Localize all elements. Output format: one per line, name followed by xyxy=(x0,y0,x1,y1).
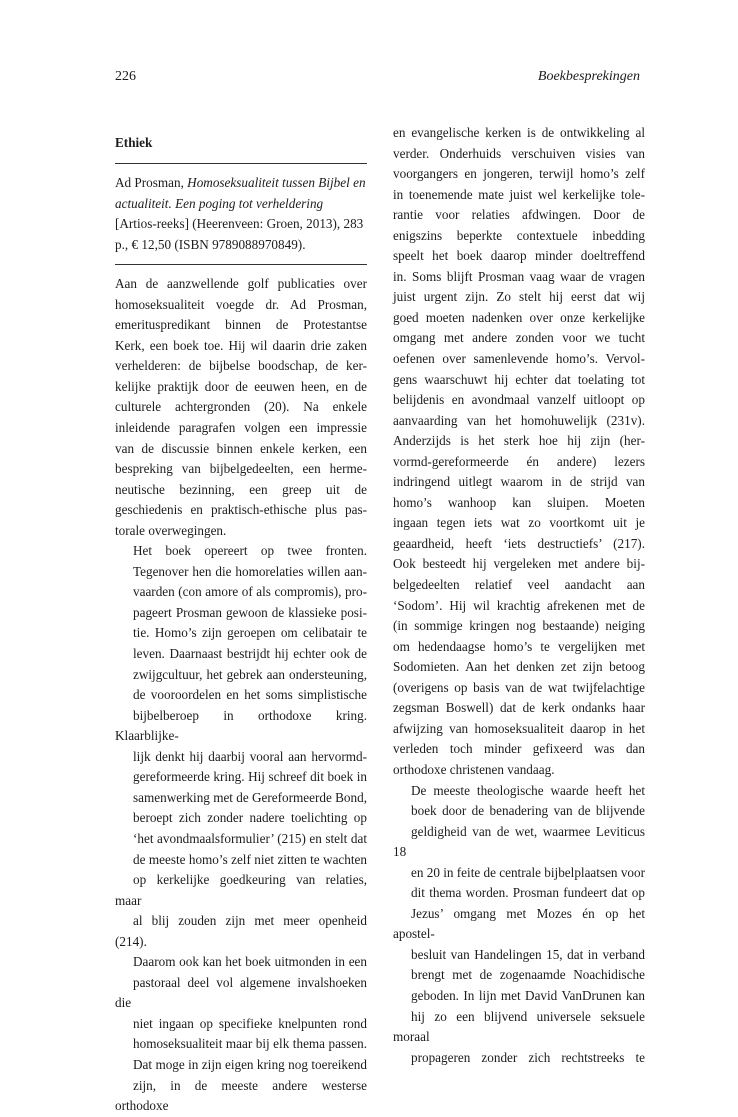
text-line: al blij zouden zijn met meer openheid (214). xyxy=(115,913,367,949)
page-number: 226 xyxy=(115,69,136,84)
left-column xyxy=(115,120,367,1117)
text-line: culturele achtergronden (20). Na enkele xyxy=(115,399,367,415)
text-line: zegsman Boswell) dat de kerk ondanks haar xyxy=(393,700,645,716)
text-line: boek door de benadering van de blijvende xyxy=(411,803,645,819)
text-line: voorgangers en jongeren, terwijl homo’s zelf xyxy=(393,166,645,182)
text-line: Daarom ook kan het boek uitmonden in een xyxy=(133,954,367,970)
text-line: homoseksualiteit voegde dr. Ad Prosman, xyxy=(115,296,367,312)
text-line: om hedendaagse homo’s te vergelijken met xyxy=(393,638,645,654)
text-line: zwijgcultuur, het gebrek aan ondersteuning, xyxy=(133,666,367,682)
text-line: vaarden (con amore of als compromis), pro- xyxy=(133,584,367,600)
text-line: inleidende paragrafen volgen een impressie xyxy=(115,420,367,436)
text-line: Kerk, een boek toe. Hij wil daarin drie zaken xyxy=(115,337,367,353)
text-line: en 20 in feite de centrale bijbelplaatsen voor xyxy=(411,864,645,880)
text-line: aanvaarding van het homohuwelijk (231v). xyxy=(393,412,645,428)
text-line: lijk denkt hij daarbij vooral aan hervormd- xyxy=(133,748,367,764)
text-line: besluit van Handelingen 15, dat in verband xyxy=(411,946,645,962)
text-line: geboden. In lijn met David VanDrunen kan xyxy=(411,987,645,1003)
text-line: gens waarschuwt hij echter dat toelating tot xyxy=(393,371,645,387)
text-line: pastoraal deel vol algemene invalshoeken die xyxy=(115,974,367,1011)
text-line: juist urgent zijn. Zo stelt hij eerst dat wij xyxy=(393,289,645,305)
text-line: belgedeelten relatief veel aandacht aan xyxy=(393,577,645,593)
text-line: geaardheid, heeft ‘iets destructiefs’ (217). xyxy=(393,535,645,551)
text-line: ingaan tegen iets wat zo voortkomt uit je xyxy=(393,515,645,531)
text-line: belijdenis en avondmaal vanzelf uitloopt op xyxy=(393,392,645,408)
text-line: Ook besteedt hij vergeleken met andere bij- xyxy=(393,556,645,572)
text-line: brengt met de zogenaamde Noachidische xyxy=(411,967,645,983)
text-line: enigszins beperkte contextuele inbedding xyxy=(393,227,645,243)
text-line: de vooroordelen en het soms simplistische xyxy=(133,687,367,703)
text-line: Jezus’ omgang met Mozes én op het apostel- xyxy=(393,905,645,942)
review-body-right xyxy=(393,123,645,1068)
text-line: afwijzing van homoseksualiteit daarop in het xyxy=(393,720,645,736)
text-line: verder. Onderhuids verschuiven visies van xyxy=(393,145,645,161)
text-line: verleden toch minder gefixeerd was dan xyxy=(393,741,645,757)
text-line: ‘het avondmaalsformulier’ (215) en stelt dat xyxy=(133,830,367,846)
text-line: homo’s wanhoop kan sluipen. Moeten xyxy=(393,494,645,510)
text-line: en evangelische kerken is de ontwikkeling al xyxy=(393,125,645,140)
text-line: hij zo een blijvend universele seksuele moraal xyxy=(393,1008,645,1045)
text-line: gereformeerde kring. Hij schreef dit boek in xyxy=(133,769,367,785)
text-line: Anderzijds is het sterk hoe hij zijn (her- xyxy=(393,433,645,449)
paragraph xyxy=(115,274,367,541)
book-author: Ad Prosman, xyxy=(115,175,188,190)
text-line: Sodomieten. Aan het denken zet zijn betoog xyxy=(393,659,645,675)
text-line: pageert Prosman gewoon de klassieke posi- xyxy=(133,604,367,620)
text-line: orthodoxe christenen vandaag. xyxy=(393,761,555,777)
text-line: leven. Daarnaast bestrijdt hij echter ook de xyxy=(133,646,367,662)
text-line: bijbelberoep in orthodoxe kring. Klaarblijke- xyxy=(115,707,367,744)
review-body-left xyxy=(115,274,367,1116)
text-line: verhelderen: de bijbelse boodschap, de ker- xyxy=(115,358,367,374)
divider xyxy=(115,264,367,265)
paragraph xyxy=(393,123,645,781)
text-line: zijn, in de meeste andere westerse orthodoxe xyxy=(115,1077,367,1114)
text-line: speelt het boek daarop minder doeltreffend xyxy=(393,248,645,264)
text-line: kelijke praktijk door de eeuwen heen, en de xyxy=(115,378,367,394)
text-line: De meeste theologische waarde heeft het xyxy=(411,782,645,798)
section-heading: Ethiek xyxy=(115,135,153,150)
text-line: homoseksualiteit maar bij elk thema passen. xyxy=(133,1036,367,1052)
text-line: Tegenover hen die homorelaties willen aan- xyxy=(133,563,367,579)
book-title: Homoseksualiteit tussen Bijbel en actualiteit. Een poging tot verheldering xyxy=(115,175,366,211)
text-line: beroept zich zonder nadere toelichting op xyxy=(133,810,367,826)
text-line: neutische bezinning, een greep uit de xyxy=(115,481,367,497)
running-header: Boekbesprekingen xyxy=(537,69,640,84)
text-line: geschiedenis en praktisch-ethische plus pas- xyxy=(115,502,367,518)
text-line: in. Soms blijft Prosman vaag waar de vragen xyxy=(393,268,645,284)
text-line: rantie voor relaties afdwingen. Door de xyxy=(393,207,645,223)
right-column xyxy=(393,123,645,1068)
text-line: vormd-gereformeerde én andere) lezers xyxy=(393,453,645,469)
text-line: geldigheid van de wet, waarmee Leviticus 18 xyxy=(393,823,645,860)
text-line: (overigens op basis van de wat twijfelachtige xyxy=(393,679,645,695)
text-line: (in sommige kringen nog bestaande) neiging xyxy=(393,618,645,634)
text-line: torale overwegingen. xyxy=(115,522,227,538)
text-line: van de discussie binnen enkele kerken, een xyxy=(115,440,367,456)
bibliographic-entry xyxy=(115,164,367,264)
paragraph xyxy=(393,781,645,1069)
text-line: tie. Homo’s zijn geroepen om celibatair te xyxy=(133,625,367,641)
text-line: omgang met andere zonden voor we tucht xyxy=(393,330,645,346)
text-line: samenwerking met de Gereformeerde Bond, xyxy=(133,789,367,805)
text-line: Het boek opereert op twee fronten. xyxy=(133,543,367,559)
bibliographic-text xyxy=(115,173,367,255)
text-line: indringend uitlegt waarom in de strijd van xyxy=(393,474,645,490)
book-details: [Artios-reeks] (Heerenveen: Groen, 2013), 283 p., € 12,50 (ISBN 9789088970849). xyxy=(115,216,364,252)
text-line: propageren zonder zich rechtstreeks te xyxy=(411,1049,645,1065)
text-line: goed moeten nadenken over onze kerkelijke xyxy=(393,309,645,325)
text-line: oefenen over samenlevende homo’s. Vervol- xyxy=(393,351,645,367)
text-line: op kerkelijke goedkeuring van relaties, maar xyxy=(115,872,367,908)
text-line: dit thema worden. Prosman fundeert dat op xyxy=(411,885,645,901)
text-line: emerituspredikant binnen de Protestantse xyxy=(115,317,367,333)
text-line: niet ingaan op specifieke knelpunten rond xyxy=(133,1015,367,1031)
text-line: in toenemende mate juist wel kerkelijke tole- xyxy=(393,186,645,202)
text-line: Dat moge in zijn eigen kring nog toereikend xyxy=(133,1056,367,1072)
paragraph xyxy=(115,541,367,1116)
text-line: Aan de aanzwellende golf publicaties over xyxy=(115,276,367,292)
text-line: de meeste homo’s zelf niet zitten te wachten xyxy=(133,851,367,867)
text-line: ‘Sodom’. Hij wil krachtig afrekenen met de xyxy=(393,597,645,613)
text-line: bespreking van bijbelgedeelten, een herme- xyxy=(115,461,367,477)
